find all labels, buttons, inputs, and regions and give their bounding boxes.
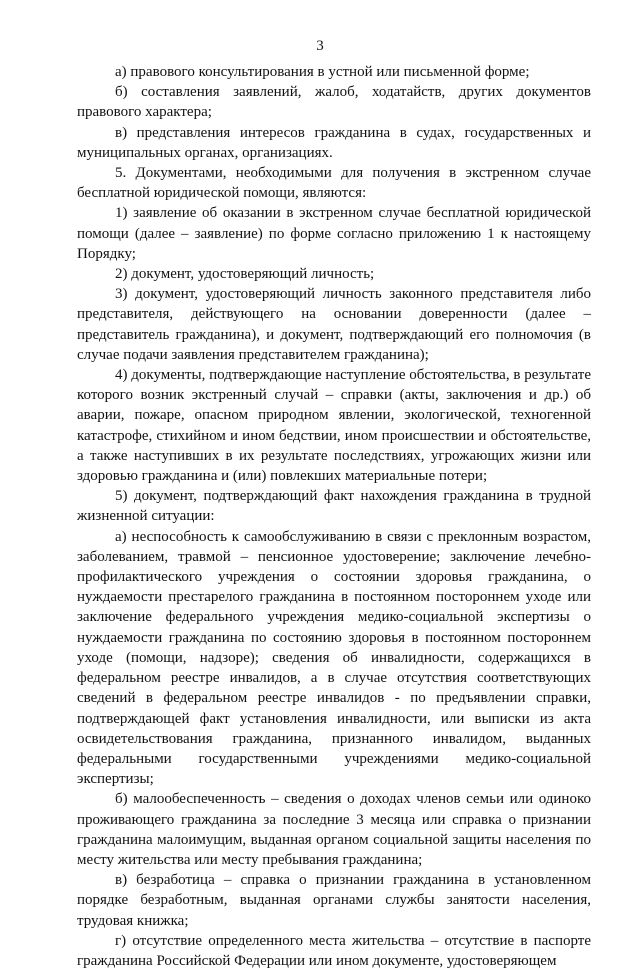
paragraph-hardship-g-no-residence: г) отсутствие определенного места жительства – отсутствие в паспорте гражданина Российской Федерации или ином документе, удостоверяющем — [77, 932, 591, 969]
paragraph-subclause-4-circumstances: 4) документы, подтверждающие наступление обстоятельства, в результате которого возник экстренный случай – справки (акты, заключения и др.) об аварии, пожаре, опасном природном явлении, экологической, техногенной катастрофе, стихийном и ином бедствии, ином происшествии и обстоятельстве, а также наступивших в их результате последствиях, угрожающих жизни или здоровью гражданина и (или) повлекших материальные потери; — [77, 367, 591, 485]
paragraph-subclause-1-application: 1) заявление об оказании в экстренном случае бесплатной юридической помощи (далее – заявление) по форме согласно приложению 1 к настоящему Порядку; — [77, 205, 591, 262]
document-body — [77, 62, 591, 971]
paragraph-subclause-3-representative: 3) документ, удостоверяющий личность законного представителя либо представителя, действующего на основании доверенности (далее – представитель гражданина), и документ, подтверждающий его полномочия (в случае подачи заявления представителем гражданина); — [77, 286, 591, 363]
paragraph-hardship-v-unemployment: в) безработица – справка о признании гражданина в установленном порядке безработным, выданная органами службы занятости населения, трудовая книжка; — [77, 872, 591, 929]
paragraph-hardship-a-self-care: а) неспособность к самообслуживанию в связи с преклонным возрастом, заболеванием, травмой – пенсионное удостоверение; заключение лечебно-профилактического учреждения о состоянии здоровья гражданина, о нуждаемости престарелого гражданина в постоянном постороннем уходе или заключение федерального учреждения медико-социальной экспертизы о нуждаемости гражданина по состоянию здоровья в постоянном постороннем уходе (помощи, надзоре); сведения об инвалидности, содержащихся в федеральном реестре инвалидов, а в случае отсутствия соответствующих сведений в федеральном реестре инвалидов - по предъявлении справки, подтверждающей факт установления инвалидности, или выписки из акта освидетельствования гражданина, признанного инвалидом, выданных федеральными государственными учреждениями медико-социальной экспертизы; — [77, 528, 591, 788]
paragraph-subclause-5-hardship: 5) документ, подтверждающий факт нахождения гражданина в трудной жизненной ситуации: — [77, 488, 591, 525]
page-number: 3 — [316, 38, 324, 54]
paragraph-item-b-drafting-documents: б) составления заявлений, жалоб, ходатайств, других документов правового характера; — [77, 84, 591, 121]
paragraph-clause-5: 5. Документами, необходимыми для получения в экстренном случае бесплатной юридической помощи, являются: — [77, 165, 591, 202]
paragraph-item-v-representation: в) представления интересов гражданина в судах, государственных и муниципальных органах, организациях. — [77, 124, 591, 161]
paragraph-item-a-oral-consultation: а) правового консультирования в устной или письменной форме; — [115, 64, 530, 80]
paragraph-hardship-b-low-income: б) малообеспеченность – сведения о доходах членов семьи или одиноко проживающего гражданина за последние 3 месяца или справка о признании гражданина малоимущим, выданная органом социальной защиты населения по месту жительства или месту пребывания гражданина; — [77, 791, 591, 868]
paragraph-subclause-2-identity: 2) документ, удостоверяющий личность; — [115, 266, 375, 283]
